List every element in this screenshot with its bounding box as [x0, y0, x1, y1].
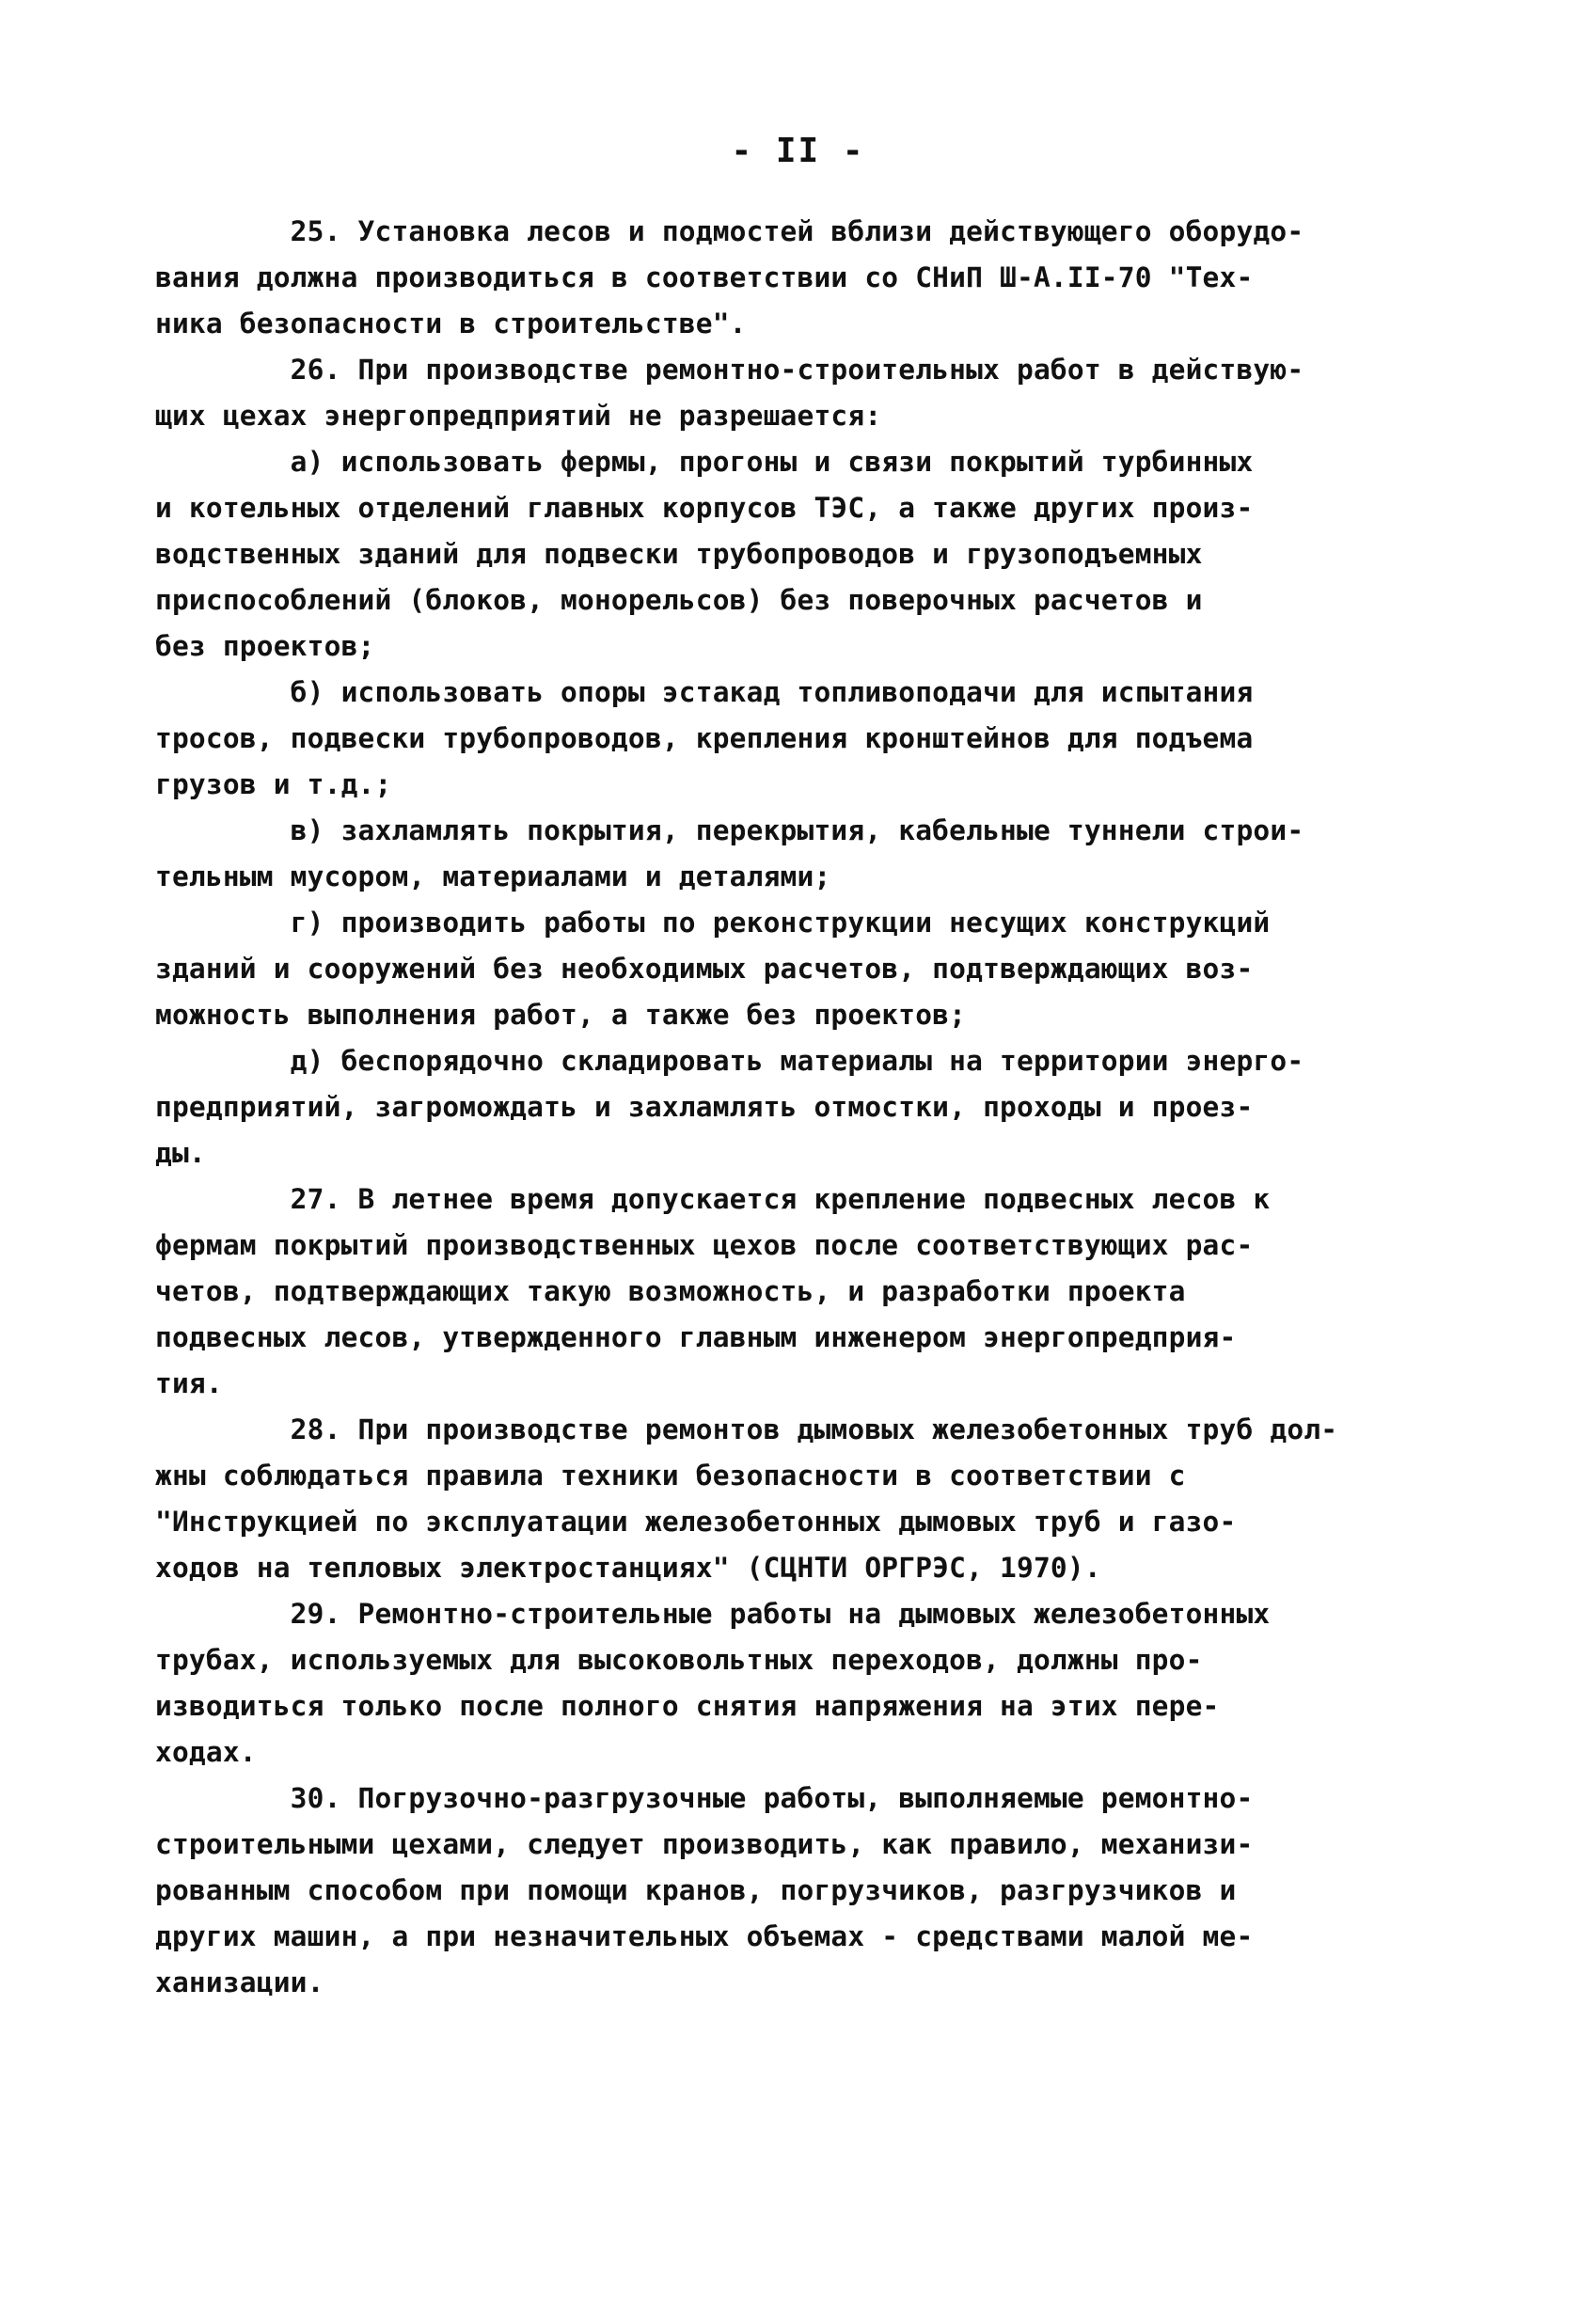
text-line: четов, подтверждающих такую возможность, и разработки проекта: [155, 1275, 1186, 1307]
text-line: изводиться только после полного снятия напряжения на этих пере-: [155, 1690, 1220, 1722]
text-line: щих цехах энергопредприятий не разрешается:: [155, 400, 882, 432]
text-line: других машин, а при незначительных объемах - средствами малой ме-: [155, 1920, 1254, 1952]
text-line: 26. При производстве ремонтно-строительных работ в действую-: [155, 354, 1304, 386]
text-line: б) использовать опоры эстакад топливоподачи для испытания: [155, 676, 1254, 708]
text-line: трубах, используемых для высоковольтных переходов, должны про-: [155, 1644, 1203, 1676]
text-line: тросов, подвески трубопроводов, крепления кронштейнов для подъема: [155, 722, 1254, 754]
text-line: ходов на тепловых электростанциях" (СЦНТИ ОРГРЭС, 1970).: [155, 1552, 1101, 1584]
text-line: фермам покрытий производственных цехов после соответствующих рас-: [155, 1229, 1254, 1261]
text-line: ды.: [155, 1137, 206, 1169]
text-line: тельным мусором, материалами и деталями;: [155, 861, 831, 892]
text-line: 28. При производстве ремонтов дымовых железобетонных труб дол-: [155, 1413, 1338, 1445]
text-line: д) беспорядочно складировать материалы на территории энерго-: [155, 1045, 1304, 1077]
text-line: 25. Установка лесов и подмостей вблизи действующего оборудо-: [155, 215, 1304, 247]
text-line: тия.: [155, 1367, 223, 1399]
text-line: и котельных отделений главных корпусов ТЭС, а также других произ-: [155, 492, 1254, 524]
text-line: а) использовать фермы, прогоны и связи покрытий турбинных: [155, 446, 1254, 478]
text-line: г) производить работы по реконструкции несущих конструкций: [155, 907, 1271, 939]
text-line: 29. Ремонтно-строительные работы на дымовых железобетонных: [155, 1598, 1271, 1630]
text-line: в) захламлять покрытия, перекрытия, кабельные туннели строи-: [155, 814, 1304, 846]
text-line: ника безопасности в строительстве".: [155, 308, 747, 339]
text-line: "Инструкцией по эксплуатации железобетонных дымовых труб и газо-: [155, 1506, 1237, 1538]
text-line: ходах.: [155, 1736, 257, 1768]
text-line: грузов и т.д.;: [155, 768, 392, 800]
text-line: вания должна производиться в соответствии со СНиП Ш-А.II-70 "Тех-: [155, 261, 1254, 293]
body-text: [155, 209, 1350, 2006]
text-line: 27. В летнее время допускается крепление подвесных лесов к: [155, 1183, 1271, 1215]
page-number: - II -: [731, 132, 865, 170]
text-line: рованным способом при помощи кранов, погрузчиков, разгрузчиков и: [155, 1874, 1237, 1906]
text-line: водственных зданий для подвески трубопроводов и грузоподъемных: [155, 538, 1203, 570]
text-line: предприятий, загромождать и захламлять отмостки, проходы и проез-: [155, 1091, 1254, 1123]
text-line: можность выполнения работ, а также без проектов;: [155, 999, 967, 1031]
text-line: приспособлений (блоков, монорельсов) без поверочных расчетов и: [155, 584, 1203, 616]
text-line: зданий и сооружений без необходимых расчетов, подтверждающих воз-: [155, 953, 1254, 985]
text-line: строительными цехами, следует производить, как правило, механизи-: [155, 1828, 1254, 1860]
text-line: подвесных лесов, утвержденного главным инженером энергопредприя-: [155, 1321, 1237, 1353]
text-line: жны соблюдаться правила техники безопасности в соответствии с: [155, 1460, 1186, 1492]
text-line: 30. Погрузочно-разгрузочные работы, выполняемые ремонтно-: [155, 1782, 1254, 1814]
text-line: без проектов;: [155, 630, 375, 662]
text-line: ханизации.: [155, 1966, 324, 1998]
